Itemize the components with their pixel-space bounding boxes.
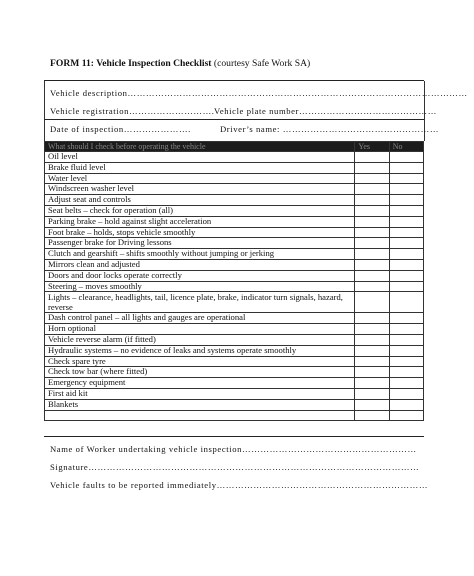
checklist-item-label: First aid kit xyxy=(45,388,355,399)
no-checkbox-cell[interactable] xyxy=(389,313,423,324)
yes-checkbox-cell[interactable] xyxy=(355,259,389,270)
yes-checkbox-cell[interactable] xyxy=(355,173,389,184)
checklist-item-label: Clutch and gearshift – shifts smoothly without jumping or jerking xyxy=(45,249,355,260)
no-checkbox-cell[interactable] xyxy=(389,152,423,163)
checklist-item-label: Dash control panel – all lights and gauges are operational xyxy=(45,313,355,324)
checklist-row xyxy=(45,345,424,356)
checklist-row xyxy=(45,292,424,313)
yes-checkbox-cell[interactable] xyxy=(355,334,389,345)
checklist-header-row xyxy=(45,142,424,152)
no-checkbox-cell[interactable] xyxy=(389,270,423,281)
yes-checkbox-cell[interactable] xyxy=(355,356,389,367)
checklist-row xyxy=(45,334,424,345)
footer-divider xyxy=(44,436,424,437)
yes-checkbox-cell[interactable] xyxy=(355,249,389,260)
checklist-item-label: Seat belts – check for operation (all) xyxy=(45,205,355,216)
checklist-row xyxy=(45,259,424,270)
inspection-checklist-table xyxy=(44,141,424,421)
vehicle-plate-number-field[interactable]: Vehicle plate number……………………………………… xyxy=(214,106,437,116)
no-checkbox-cell[interactable] xyxy=(389,356,423,367)
yes-checkbox-cell[interactable] xyxy=(355,184,389,195)
yes-checkbox-cell[interactable] xyxy=(355,227,389,238)
yes-checkbox-cell[interactable] xyxy=(355,378,389,389)
checklist-row xyxy=(45,162,424,173)
signature-field[interactable]: Signature……………………………………………………………………………………………… xyxy=(50,462,420,472)
checklist-row xyxy=(45,238,424,249)
checklist-item-label: Steering – moves smoothly xyxy=(45,281,355,292)
checklist-item-label: Horn optional xyxy=(45,324,355,335)
checklist-row xyxy=(45,152,424,163)
yes-checkbox-cell[interactable] xyxy=(355,195,389,206)
checklist-row xyxy=(45,173,424,184)
no-checkbox-cell[interactable] xyxy=(389,410,423,421)
checklist-item-label: Oil level xyxy=(45,152,355,163)
checklist-row xyxy=(45,378,424,389)
no-checkbox-cell[interactable] xyxy=(389,292,423,313)
yes-checkbox-cell[interactable] xyxy=(355,313,389,324)
no-checkbox-cell[interactable] xyxy=(389,184,423,195)
no-checkbox-cell[interactable] xyxy=(389,399,423,410)
checklist-item-label: Foot brake – holds, stops vehicle smoothly xyxy=(45,227,355,238)
no-checkbox-cell[interactable] xyxy=(389,162,423,173)
no-checkbox-cell[interactable] xyxy=(389,216,423,227)
yes-checkbox-cell[interactable] xyxy=(355,270,389,281)
checklist-row xyxy=(45,270,424,281)
yes-checkbox-cell[interactable] xyxy=(355,162,389,173)
yes-checkbox-cell[interactable] xyxy=(355,281,389,292)
checklist-row xyxy=(45,313,424,324)
yes-checkbox-cell[interactable] xyxy=(355,388,389,399)
checklist-body xyxy=(45,152,424,421)
checklist-item-label: Hydraulic systems – no evidence of leaks and systems operate smoothly xyxy=(45,345,355,356)
checklist-item-label: Windscreen washer level xyxy=(45,184,355,195)
no-checkbox-cell[interactable] xyxy=(389,334,423,345)
no-checkbox-cell[interactable] xyxy=(389,324,423,335)
no-checkbox-cell[interactable] xyxy=(389,281,423,292)
yes-checkbox-cell[interactable] xyxy=(355,399,389,410)
yes-checkbox-cell[interactable] xyxy=(355,345,389,356)
checklist-row xyxy=(45,367,424,378)
no-checkbox-cell[interactable] xyxy=(389,227,423,238)
header-no: No xyxy=(389,142,423,152)
no-checkbox-cell[interactable] xyxy=(389,345,423,356)
checklist-item-label: Doors and door locks operate correctly xyxy=(45,270,355,281)
checklist-row xyxy=(45,227,424,238)
no-checkbox-cell[interactable] xyxy=(389,367,423,378)
checklist-row xyxy=(45,249,424,260)
yes-checkbox-cell[interactable] xyxy=(355,205,389,216)
yes-checkbox-cell[interactable] xyxy=(355,367,389,378)
checklist-item-label: Adjust seat and controls xyxy=(45,195,355,206)
info-divider xyxy=(44,119,424,120)
checklist-row xyxy=(45,205,424,216)
form-title-bold: FORM 11: Vehicle Inspection Checklist xyxy=(50,58,212,69)
checklist-row xyxy=(45,324,424,335)
checklist-row xyxy=(45,184,424,195)
vehicle-registration-field[interactable]: Vehicle registration………………………. xyxy=(50,106,215,116)
checklist-row xyxy=(45,216,424,227)
vehicle-faults-field[interactable]: Vehicle faults to be reported immediately…………………………………………………………… xyxy=(50,480,429,490)
checklist-row xyxy=(45,281,424,292)
header-item: What should I check before operating the vehicle xyxy=(45,142,355,152)
form-title-rest: (courtesy Safe Work SA) xyxy=(211,58,311,69)
no-checkbox-cell[interactable] xyxy=(389,249,423,260)
checklist-row xyxy=(45,399,424,410)
checklist-item-label: Lights – clearance, headlights, tail, licence plate, brake, indicator turn signals, hazard, reverse xyxy=(45,292,355,313)
drivers-name-field[interactable]: Driver’s name: …………………………………………… xyxy=(220,124,440,134)
no-checkbox-cell[interactable] xyxy=(389,238,423,249)
no-checkbox-cell[interactable] xyxy=(389,195,423,206)
checklist-row xyxy=(45,388,424,399)
vehicle-description-field[interactable]: Vehicle description………………………………………………………………………………………………… xyxy=(50,88,468,98)
no-checkbox-cell[interactable] xyxy=(389,259,423,270)
checklist-item-label: Brake fluid level xyxy=(45,162,355,173)
checklist-row xyxy=(45,356,424,367)
header-yes: Yes xyxy=(355,142,389,152)
form-title xyxy=(50,58,310,69)
yes-checkbox-cell[interactable] xyxy=(355,410,389,421)
checklist-item-label xyxy=(45,410,355,421)
checklist-item-label: Emergency equipment xyxy=(45,378,355,389)
checklist-item-label: Check tow bar (where fitted) xyxy=(45,367,355,378)
checklist-row xyxy=(45,195,424,206)
checklist-item-label: Vehicle reverse alarm (if fitted) xyxy=(45,334,355,345)
checklist-row xyxy=(45,410,424,421)
no-checkbox-cell[interactable] xyxy=(389,378,423,389)
no-checkbox-cell[interactable] xyxy=(389,388,423,399)
date-of-inspection-field[interactable]: Date of inspection…………………. xyxy=(50,124,191,134)
yes-checkbox-cell[interactable] xyxy=(355,152,389,163)
checklist-item-label: Passenger brake for Driving lessons xyxy=(45,238,355,249)
checklist-item-label: Mirrors clean and adjusted xyxy=(45,259,355,270)
checklist-item-label: Water level xyxy=(45,173,355,184)
yes-checkbox-cell[interactable] xyxy=(355,238,389,249)
worker-name-field[interactable]: Name of Worker undertaking vehicle inspection………………………………………………… xyxy=(50,444,417,454)
no-checkbox-cell[interactable] xyxy=(389,173,423,184)
checklist-item-label: Parking brake – hold against slight acceleration xyxy=(45,216,355,227)
yes-checkbox-cell[interactable] xyxy=(355,324,389,335)
checklist-item-label: Check spare tyre xyxy=(45,356,355,367)
checklist-item-label: Blankets xyxy=(45,399,355,410)
yes-checkbox-cell[interactable] xyxy=(355,216,389,227)
yes-checkbox-cell[interactable] xyxy=(355,292,389,313)
no-checkbox-cell[interactable] xyxy=(389,205,423,216)
